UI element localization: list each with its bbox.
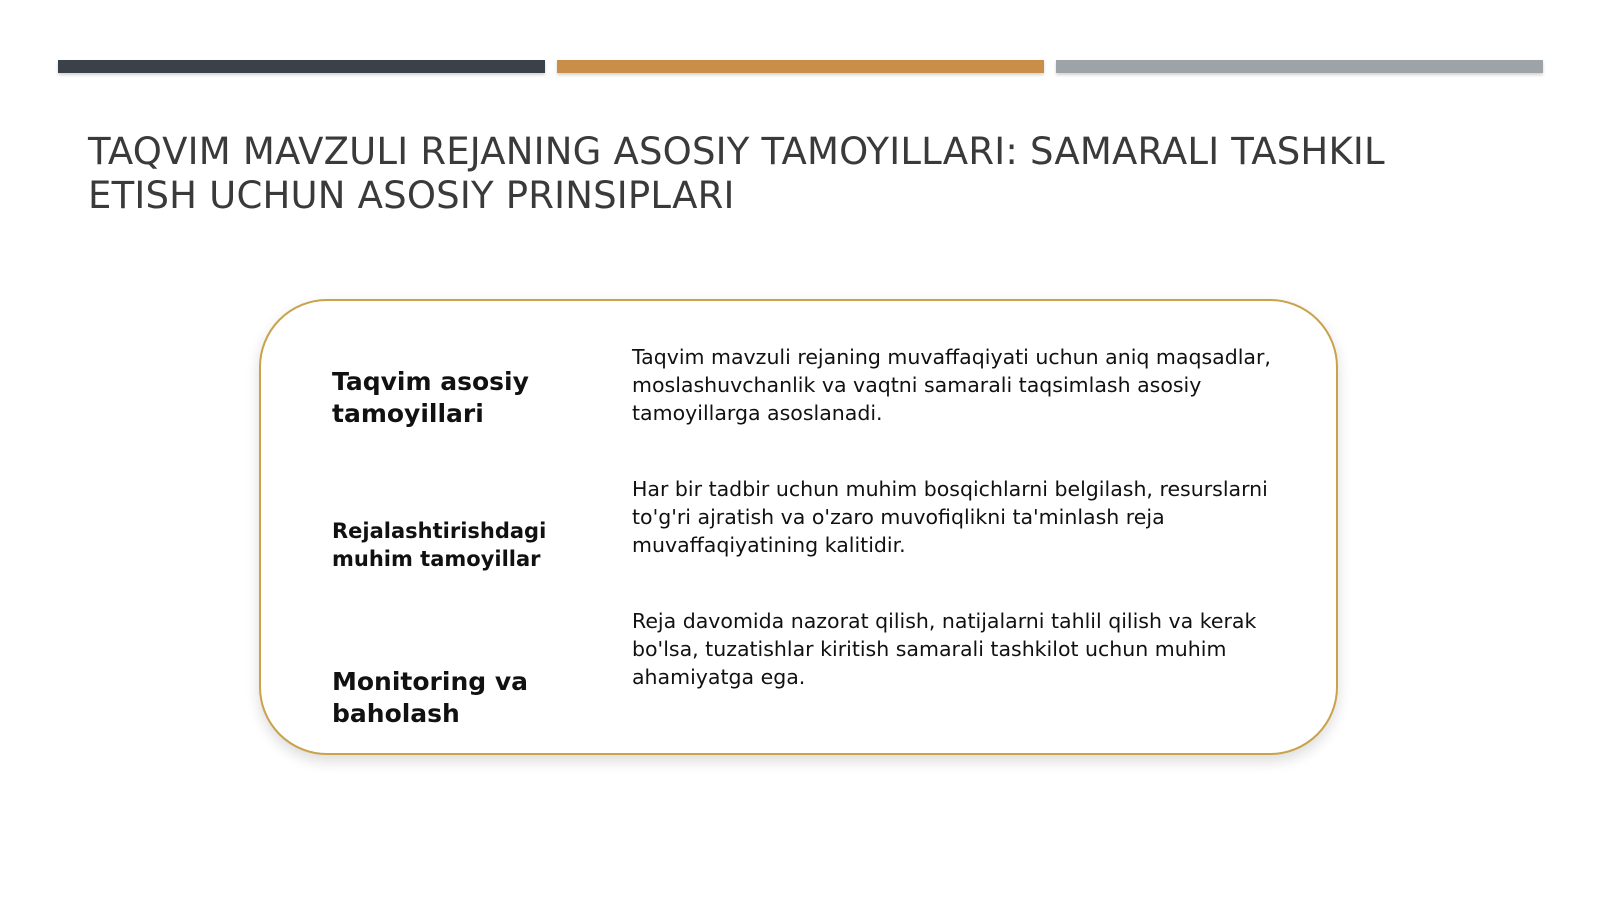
decor-bar-dark xyxy=(58,60,545,73)
row-label-principles: Taqvim asosiy tamoyillari xyxy=(332,367,529,428)
row-text-principles: Taqvim mavzuli rejaning muvaffaqiyati uchun aniq maqsadlar, moslashuvchanlik va vaqtni samarali taqsimlash asosiy tamoyillarga asoslanadi. xyxy=(632,345,1271,425)
decor-bar-gray xyxy=(1056,60,1543,73)
row-text-planning: Har bir tadbir uchun muhim bosqichlarni belgilash, resurslarni to'g'ri ajratish va o'zaro muvofiqlikni ta'minlash reja muvaffaqiyatining kalitidir. xyxy=(632,477,1268,557)
slide-title-line-1: TAQVIM MAVZULI REJANING ASOSIY TAMOYILLARI: SAMARALI TASHKIL xyxy=(88,130,1385,173)
slide-title-line-2: ETISH UCHUN ASOSIY PRINSIPLARI xyxy=(88,174,735,217)
row-text-monitoring: Reja davomida nazorat qilish, natijalarni tahlil qilish va kerak bo'lsa, tuzatishlar kiritish samarali tashkilot uchun muhim ahamiyatga ega. xyxy=(632,609,1257,689)
row-label-planning: Rejalashtirishdagi muhim tamoyillar xyxy=(332,519,547,571)
decor-bar-orange xyxy=(557,60,1044,73)
row-label-monitoring: Monitoring va baholash xyxy=(332,667,529,728)
slide-title xyxy=(88,130,1528,218)
